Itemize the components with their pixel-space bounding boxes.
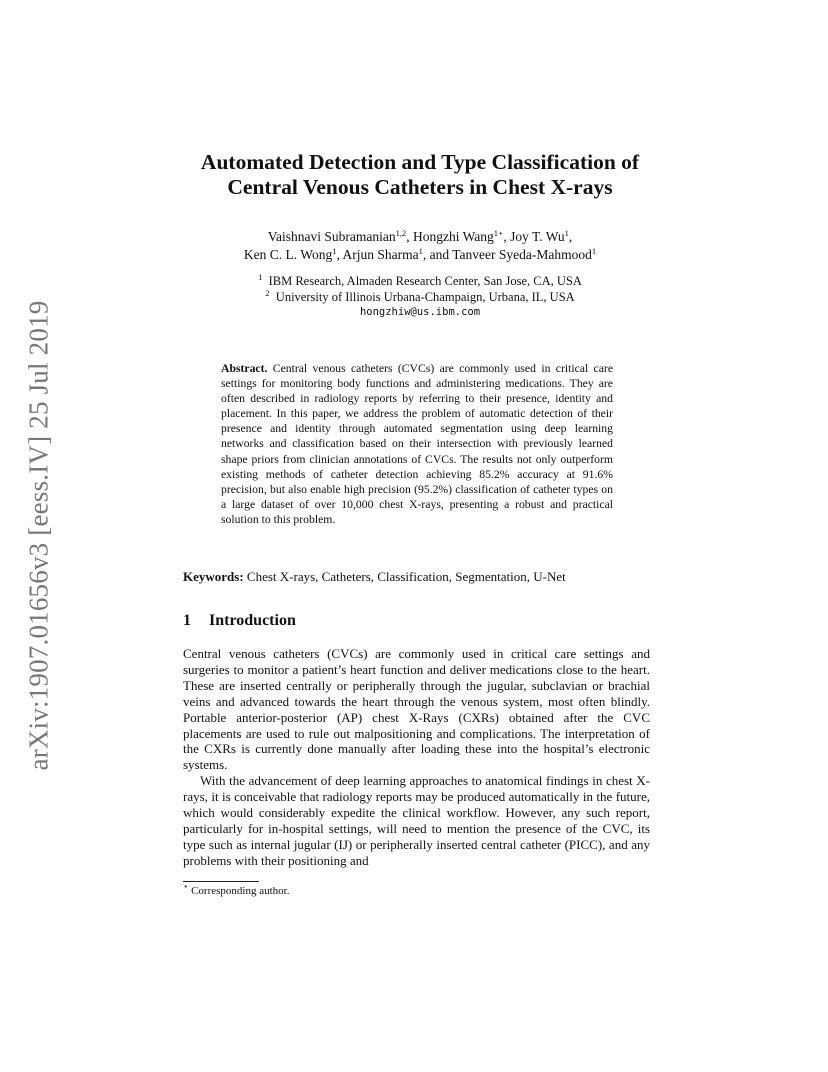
footnote-rule — [183, 881, 259, 882]
abstract-label: Abstract. — [221, 362, 268, 375]
footnote — [183, 881, 290, 897]
author-mark: 1 — [564, 228, 569, 238]
author-separator: , — [406, 229, 413, 244]
abstract — [221, 361, 613, 527]
author-name: Arjun Sharma — [342, 247, 419, 262]
author-name: Hongzhi Wang — [412, 229, 494, 244]
author-separator: , — [503, 229, 511, 244]
keywords-label: Keywords: — [183, 569, 244, 584]
footnote-text: Corresponding author. — [191, 885, 290, 897]
author-name: Joy T. Wu — [510, 229, 565, 244]
affiliation-mark: 1 — [258, 272, 263, 282]
author-mark: 1⋆ — [493, 228, 504, 238]
author-name: Ken C. L. Wong — [243, 247, 333, 262]
title-line-1: Automated Detection and Type Classification of — [200, 150, 640, 174]
author-mark: 1,2 — [395, 228, 407, 238]
abstract-text: Central venous catheters (CVCs) are commonly used in critical care settings for monitoring body functions and administering medications. They are often described in radiology reports by referring to their presence, identity and placement. In this paper, we address the problem of automatic detection of their presence and identity through automated segmentation using deep learning networks and classification based on their intersection with previously learned shape priors from clinician annotations of CVCs. The results not only outperform existing methods of catheter detection achieving 85.2% accuracy at 91.6% precision, but also enable high precision (95.2%) classification of catheter types on a large dataset of over 10,000 chest X-rays, presenting a robust and practical solution to this problem. — [221, 362, 614, 526]
author-mark: 1 — [332, 246, 337, 256]
affiliation — [190, 274, 650, 290]
title-line-2: Central Venous Catheters in Chest X-rays — [227, 175, 613, 199]
section-title: Introduction — [209, 612, 296, 629]
affiliation-mark: 2 — [265, 287, 270, 298]
author-list — [190, 228, 650, 264]
affiliation-text: University of Illinois Urbana-Champaign, Urbana, IL, USA — [275, 289, 575, 304]
author-separator: , — [568, 229, 573, 244]
author-mark: 1 — [418, 246, 423, 256]
paragraph: With the advancement of deep learning approaches to anatomical findings in chest X-rays, it is conceivable that radiology reports may be produced automatically in the future, which would considerably expedite the clinical workflow. However, any such report, particularly for in-hospital settings, will need to mention the presence of the CVC, its type such as internal jugular (IJ) or peripherally inserted central catheter (PICC), and any problems with their positioning and — [183, 773, 650, 868]
introduction-body — [183, 646, 650, 869]
author-separator: , and — [422, 247, 453, 262]
paper-title — [170, 150, 670, 200]
author-separator: , — [336, 247, 343, 262]
arxiv-identifier-stamp — [18, 296, 60, 774]
paragraph: Central venous catheters (CVCs) are commonly used in critical care settings and surgeries to monitor a patient’s heart function and deliver medications close to the heart. These are inserted centrally or peripherally through the jugular, subclavian or brachial veins and advanced towards the heart through the venous system, most often blindly. Portable anterior-posterior (AP) chest X-Rays (CXRs) obtained after the CVC placements are used to rule out malpositioning and complications. The interpretation of the CXRs is currently done manually after loading these into the hospital’s electronic systems. — [183, 646, 650, 773]
author-mark: 1 — [591, 246, 597, 256]
keywords — [183, 569, 653, 585]
affiliation-block — [190, 274, 650, 321]
author-line-2 — [190, 246, 650, 264]
section-number: 1 — [183, 612, 191, 629]
footnote-mark: ⋆ — [183, 881, 189, 891]
author-line-1 — [190, 228, 650, 246]
keywords-text: Chest X-rays, Catheters, Classification, Segmentation, U-Net — [246, 569, 566, 584]
section-heading-introduction — [183, 611, 296, 631]
author-name: Vaishnavi Subramanian — [267, 229, 396, 244]
affiliation — [190, 287, 650, 306]
contact-email: hongzhiw@us.ibm.com — [359, 306, 481, 318]
author-name: Tanveer Syeda-Mahmood — [452, 247, 592, 262]
affiliation-text: IBM Research, Almaden Research Center, San Jose, CA, USA — [268, 274, 582, 288]
arxiv-identifier-text: arXiv:1907.01656v3 [eess.IV] 25 Jul 2019 — [23, 300, 54, 770]
